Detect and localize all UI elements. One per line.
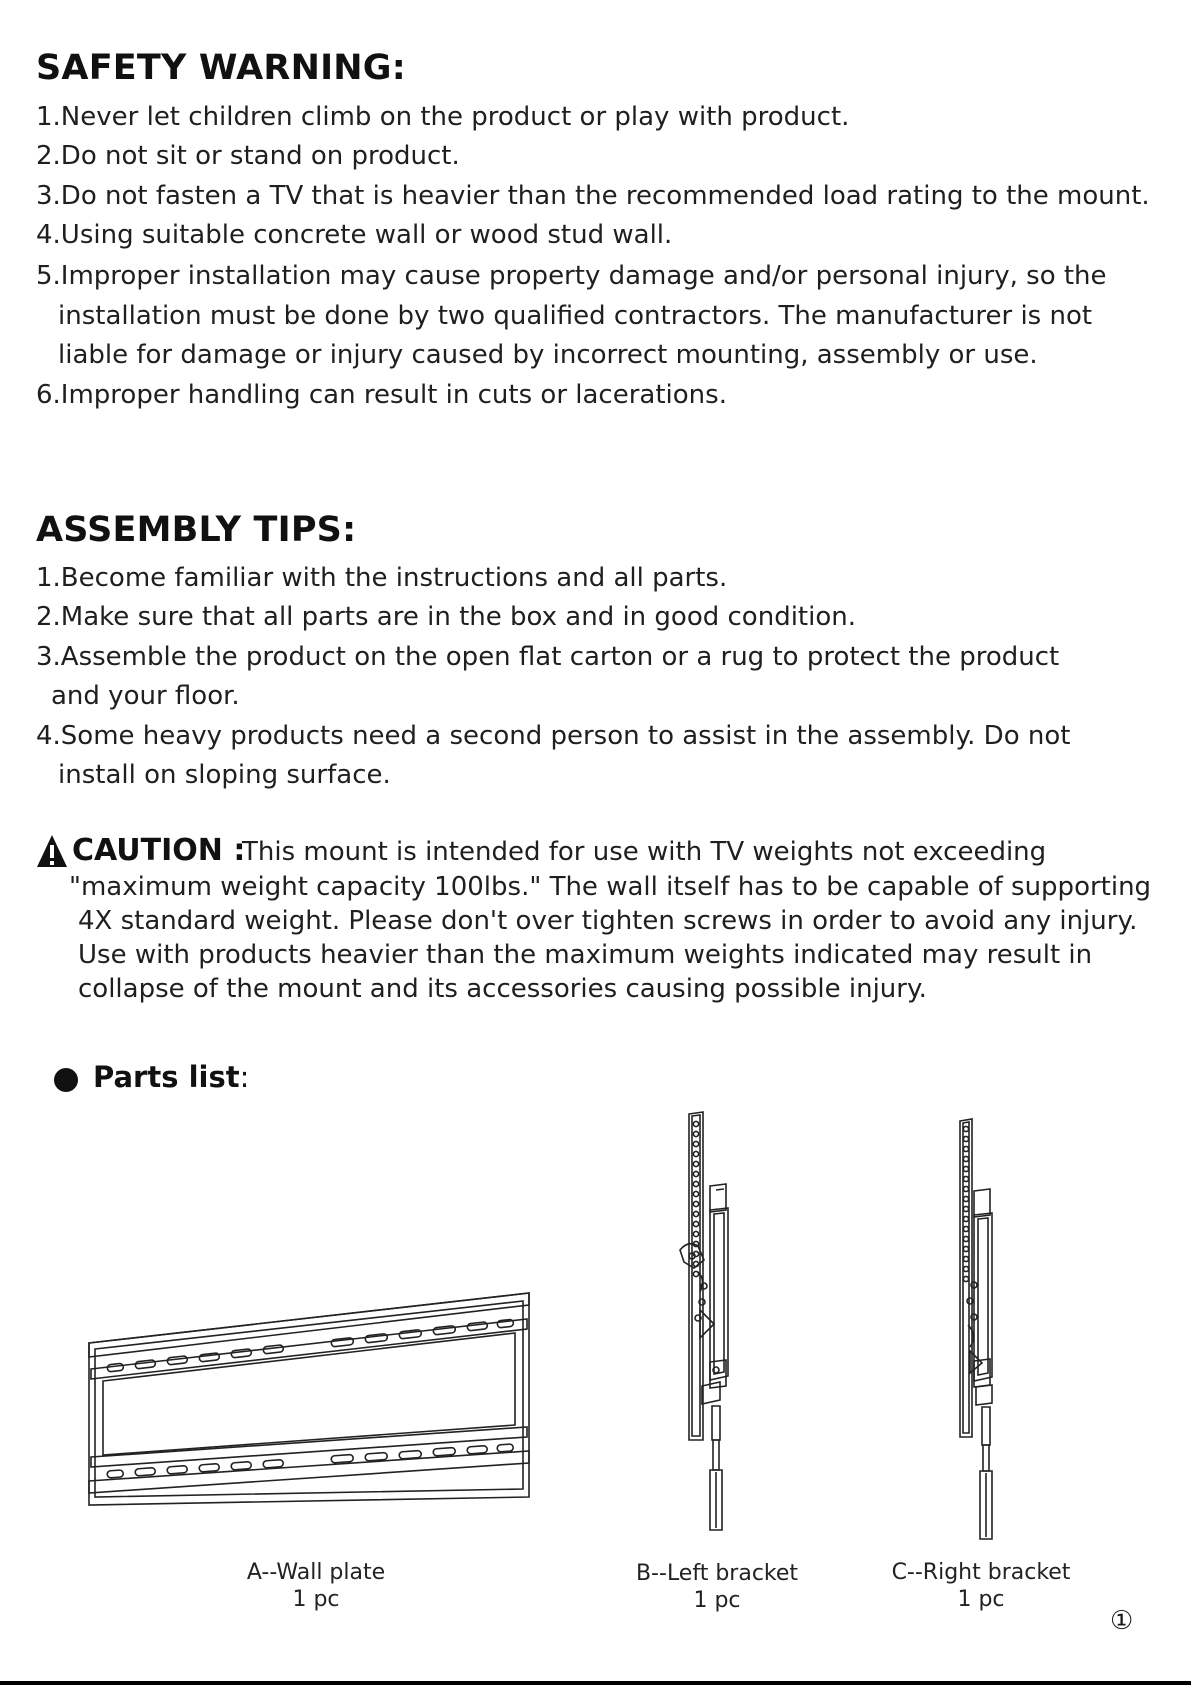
part-b-qty: 1 pc	[693, 1588, 741, 1613]
assembly-line-2: 2.Make sure that all parts are in the box and in good condition.	[36, 602, 856, 632]
assembly-line-4-cont: install on sloping surface.	[58, 760, 391, 790]
part-c-qty: 1 pc	[957, 1587, 1005, 1612]
safety-line-4: 4.Using suitable concrete wall or wood stud wall.	[36, 220, 673, 250]
warning-triangle-icon	[36, 834, 68, 868]
assembly-tips-heading: ASSEMBLY TIPS:	[36, 510, 357, 550]
filled-circle-bullet-icon	[53, 1067, 79, 1093]
assembly-line-3: 3.Assemble the product on the open flat carton or a rug to protect the product	[36, 642, 1060, 672]
safety-line-5: 5.Improper installation may cause property damage and/or personal injury, so the	[36, 261, 1107, 291]
caution-line-4: Use with products heavier than the maximum weights indicated may result in	[78, 940, 1093, 970]
assembly-line-4: 4.Some heavy products need a second person to assist in the assembly. Do not	[36, 721, 1071, 751]
caution-line-3: 4X standard weight. Please don't over tighten screws in order to avoid any injury.	[78, 906, 1138, 936]
part-a-name: A--Wall plate	[246, 1560, 386, 1585]
parts-list-title	[93, 1060, 249, 1094]
page-number: ①	[1110, 1606, 1134, 1636]
right-bracket-icon	[948, 1115, 1018, 1540]
safety-line-1: 1.Never let children climb on the product or play with product.	[36, 102, 850, 132]
parts-list-colon: :	[239, 1060, 250, 1094]
part-a-qty: 1 pc	[292, 1587, 340, 1612]
part-b-name: B--Left bracket	[635, 1561, 799, 1586]
safety-line-2: 2.Do not sit or stand on product.	[36, 141, 460, 171]
parts-list-title-text: Parts list	[93, 1060, 240, 1094]
safety-line-5-cont-2: liable for damage or injury caused by incorrect mounting, assembly or use.	[58, 340, 1038, 370]
caution-label: CAUTION :	[72, 833, 246, 868]
safety-line-6: 6.Improper handling can result in cuts or lacerations.	[36, 380, 727, 410]
assembly-line-3-cont: and your floor.	[51, 681, 240, 711]
left-bracket-icon	[680, 1110, 750, 1535]
caution-line-1: This mount is intended for use with TV weights not exceeding	[242, 837, 1047, 867]
caution-line-5: collapse of the mount and its accessories causing possible injury.	[78, 974, 927, 1004]
assembly-line-1: 1.Become familiar with the instructions and all parts.	[36, 563, 728, 593]
caution-line-2: "maximum weight capacity 100lbs." The wall itself has to be capable of supporting	[69, 872, 1152, 902]
bottom-rule	[0, 1681, 1191, 1685]
safety-line-5-cont-1: installation must be done by two qualified contractors. The manufacturer is not	[58, 301, 1093, 331]
part-c-name: C--Right bracket	[891, 1560, 1071, 1585]
safety-warning-heading: SAFETY WARNING:	[36, 48, 406, 88]
safety-line-3: 3.Do not fasten a TV that is heavier than the recommended load rating to the mount.	[36, 181, 1150, 211]
wall-plate-icon	[85, 1285, 535, 1515]
